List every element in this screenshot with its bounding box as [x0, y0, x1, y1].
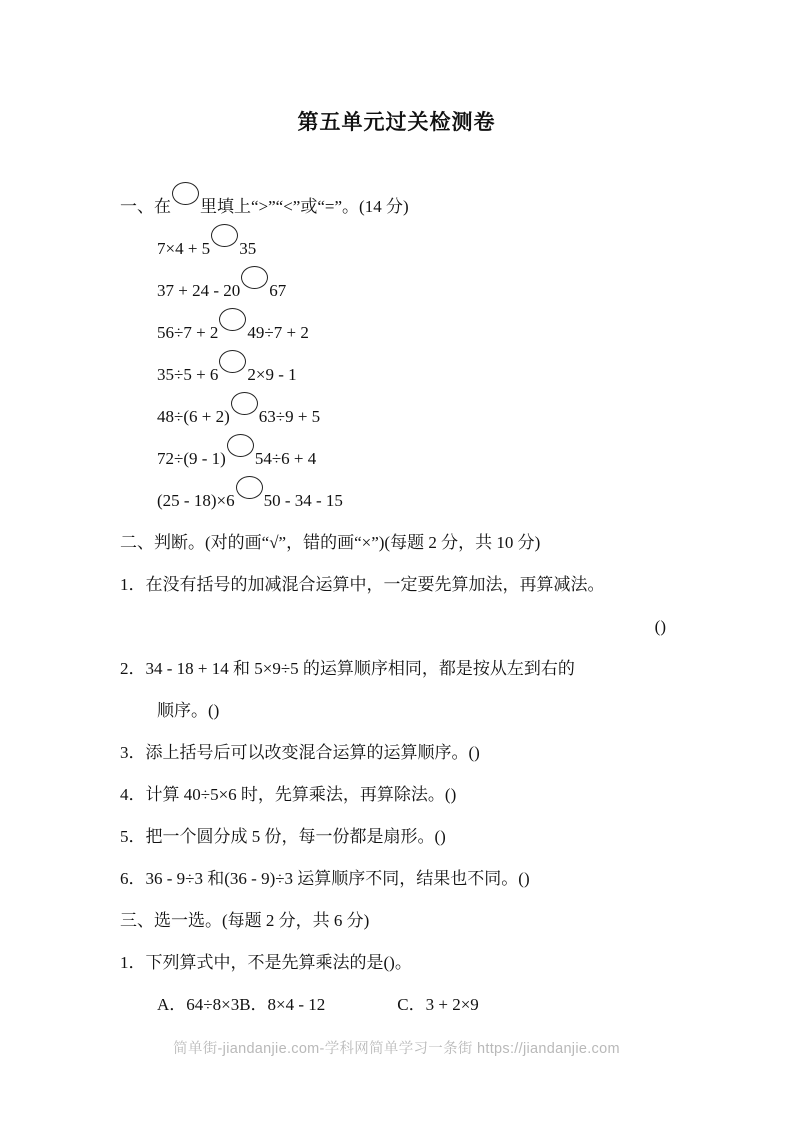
comparison-right: 63÷9 + 5	[258, 407, 321, 426]
page-title: 第五单元过关检测卷	[297, 111, 496, 134]
choice-question-1: 1．下列算式中，不是先算乘法的是()。	[120, 953, 412, 972]
judge-item-1-text: 1．在没有括号的加减混合运算中，一定要先算加法，再算减法。	[120, 575, 605, 594]
comparison-left: 56÷7 + 2	[157, 323, 219, 342]
comparison-right: 35	[239, 239, 257, 258]
section-three-heading: 三、选一选。(每题 2 分，共 6 分)	[120, 911, 370, 930]
judge-item-2-text-line1: 2．34 - 18 + 14 和 5×9÷5 的运算顺序相同，都是按从左到右的	[120, 659, 575, 678]
comparison-row	[120, 228, 676, 270]
comparison-right: 54÷6 + 4	[254, 449, 317, 468]
section-one-heading	[120, 186, 676, 228]
paper-content	[120, 186, 676, 1026]
choice-option-a: A．64÷8×3	[157, 995, 240, 1014]
comparison-left: 48÷(6 + 2)	[157, 407, 230, 426]
comparison-right: 49÷7 + 2	[247, 323, 309, 342]
comparison-right: 2×9 - 1	[247, 365, 297, 384]
answer-circle-icon	[211, 224, 238, 247]
judge-item-6-text: 6．36 - 9÷3 和(36 - 9)÷3 运算顺序不同，结果也不同。()	[120, 869, 530, 888]
judge-item-4-text: 4．计算 40÷5×6 时，先算乘法，再算除法。()	[120, 785, 457, 804]
comparison-row	[120, 354, 676, 396]
choice-option-b: B．8×4 - 12	[239, 995, 326, 1014]
answer-circle-icon	[172, 182, 199, 205]
comparison-left: 7×4 + 5	[157, 239, 211, 258]
comparison-right: 67	[269, 281, 287, 300]
section-one-heading-pre: 一、在	[120, 197, 171, 216]
answer-circle-icon	[219, 308, 246, 331]
comparison-row	[120, 480, 676, 522]
judge-item-1-answer-parens: ()	[654, 617, 666, 636]
choice-options-row	[120, 984, 676, 1026]
section-two-heading: 二、判断。(对的画“√”，错的画“×”)(每题 2 分，共 10 分)	[120, 533, 541, 552]
watermark-footer: 简单街-jiandanjie.com-学科网简单学习一条街 https://jiandanjie.com	[173, 1041, 620, 1057]
comparison-right: 50 - 34 - 15	[263, 491, 343, 510]
comparison-left: 35÷5 + 6	[157, 365, 219, 384]
comparison-row	[120, 270, 676, 312]
judge-item-5-text: 5．把一个圆分成 5 份，每一份都是扇形。()	[120, 827, 446, 846]
answer-circle-icon	[219, 350, 246, 373]
comparison-row	[120, 396, 676, 438]
comparison-left: (25 - 18)×6	[157, 491, 235, 510]
choice-option-c: C．3 + 2×9	[397, 995, 479, 1014]
section-one-heading-post: 里填上“>”“<”或“=”。(14 分)	[200, 197, 409, 216]
answer-circle-icon	[236, 476, 263, 499]
judge-item-3-text: 3．添上括号后可以改变混合运算的运算顺序。()	[120, 743, 480, 762]
comparison-row	[120, 312, 676, 354]
comparison-row	[120, 438, 676, 480]
answer-circle-icon	[231, 392, 258, 415]
judge-item-2-text-line2: 顺序。()	[157, 701, 220, 720]
comparison-left: 37 + 24 - 20	[157, 281, 241, 300]
comparison-left: 72÷(9 - 1)	[157, 449, 226, 468]
answer-circle-icon	[227, 434, 254, 457]
answer-circle-icon	[241, 266, 268, 289]
